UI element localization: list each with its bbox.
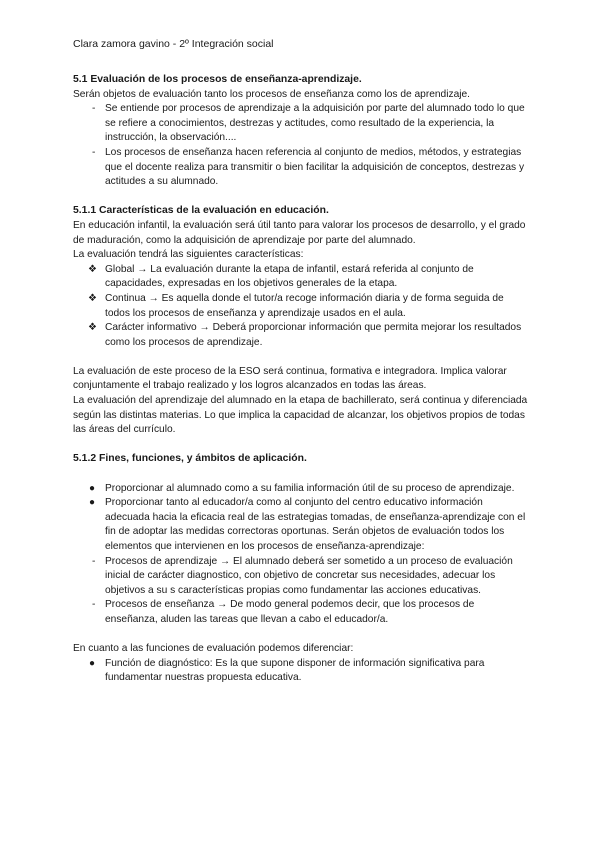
list-item-text: Proporcionar tanto al educador/a como al conjunto del centro educativo información adecuada hacia la eficacia real de las estrategias tomadas, de enseñanza-aprendizaje con el fin de adoptar las medidas correctoras oportunas. Serán objetos de evaluación todos los elementos que intervienen en los procesos de enseñanza-aprendizaje: xyxy=(105,497,526,552)
paragraph-eso: La evaluación de este proceso de la ESO será continua, formativa e integradora. Implica valorar conjuntamente el trabajo realizado y los logros alcanzados en todas las áreas. xyxy=(73,365,507,392)
diamond-bullet-icon: ❖ xyxy=(88,322,97,334)
section-heading-5-1-1: 5.1.1 Características de la evaluación en educación. xyxy=(73,205,329,217)
section-heading-5-1-2: 5.1.2 Fines, funciones, y ámbitos de aplicación. xyxy=(73,453,307,465)
diamond-bullet-icon: ❖ xyxy=(88,292,97,304)
list-item xyxy=(73,496,528,554)
list-item xyxy=(73,321,528,350)
list-item xyxy=(73,146,528,190)
section-5-1-intro: Serán objetos de evaluación tanto los procesos de enseñanza como los de aprendizaje. xyxy=(73,88,471,100)
list-item xyxy=(73,555,528,599)
diamond-bullet-icon: ❖ xyxy=(88,263,97,275)
list-item-text: Se entiende por procesos de aprendizaje a la adquisición por parte del alumnado todo lo que se refiere a conocimientos, destrezas y actitudes, como resultado de la experiencia, la instrucción, la observación.... xyxy=(105,103,525,144)
list-item-text: Global → La evaluación durante la etapa de infantil, estará referida al conjunto de capacidades, expresadas en los objetivos generales de la etapa. xyxy=(105,263,474,290)
list-item xyxy=(73,657,528,686)
list-item-text: Proporcionar al alumnado como a su familia información útil de su proceso de aprendizaje. xyxy=(105,482,515,494)
list-item-text: Carácter informativo → Deberá proporcionar información que permita mejorar los resultados como los procesos de aprendizaje. xyxy=(105,322,522,348)
dash-bullet: - xyxy=(92,146,96,158)
list-item xyxy=(73,482,528,497)
dot-bullet-icon: ● xyxy=(89,657,96,669)
list-item-text: Función de diagnóstico: Es la que supone disponer de información significativa para fundamentar nuestras propuesta educativa. xyxy=(105,657,485,684)
dot-bullet-icon: ● xyxy=(89,497,96,509)
list-item-text: Los procesos de enseñanza hacen referencia al conjunto de medios, métodos, y estrategias que el docente realiza para transmitir o bien facilitar la adquisición de conceptos, destrezas y actitudes a su alumnado. xyxy=(105,146,525,188)
list-item-text: Continua → Es aquella donde el tutor/a recoge información diaria y de forma seguida de todos los procesos de enseñanza y aprendizaje usados en el aula. xyxy=(105,292,504,319)
dot-bullet-icon: ● xyxy=(89,482,96,494)
list-item xyxy=(73,102,528,146)
paragraph-bachillerato: La evaluación del aprendizaje del alumnado en la etapa de bachillerato, será continua y diferenciada según las distintas materias. Lo que implica la capacidad de alcanzar, los objetivos propios de todas las áreas del currículo. xyxy=(73,395,528,436)
dash-bullet: - xyxy=(92,555,96,567)
section-5-1-1-lead: La evaluación tendrá las siguientes características: xyxy=(73,249,304,261)
list-item xyxy=(73,263,528,292)
dash-bullet: - xyxy=(92,599,96,611)
list-item xyxy=(73,292,528,321)
section-5-1-1-intro: En educación infantil, la evaluación será útil tanto para valorar los procesos de desarrollo, y el grado de maduración, como la adquisición de aprendizaje por parte del alumnado. xyxy=(73,219,526,246)
dash-bullet: - xyxy=(92,103,96,115)
list-item-text: Procesos de enseñanza → De modo general podemos decir, que los procesos de enseñanza, aluden las tareas que llevan a cabo el educador/a. xyxy=(105,599,475,625)
document-body xyxy=(73,73,528,686)
list-item xyxy=(73,598,528,627)
list-item-text: Procesos de aprendizaje → El alumnado deberá ser sometido a un proceso de evaluación inicial de carácter diagnostico, con objetivo de concretar sus necesidades, adecuar los objetivos a su s características propias como fundamentar las acciones educativas. xyxy=(105,555,513,596)
page-header: Clara zamora gavino - 2º Integración social xyxy=(73,38,274,50)
functions-lead: En cuanto a las funciones de evaluación podemos diferenciar: xyxy=(73,643,354,655)
section-heading-5-1: 5.1 Evaluación de los procesos de enseñanza-aprendizaje. xyxy=(73,74,362,85)
